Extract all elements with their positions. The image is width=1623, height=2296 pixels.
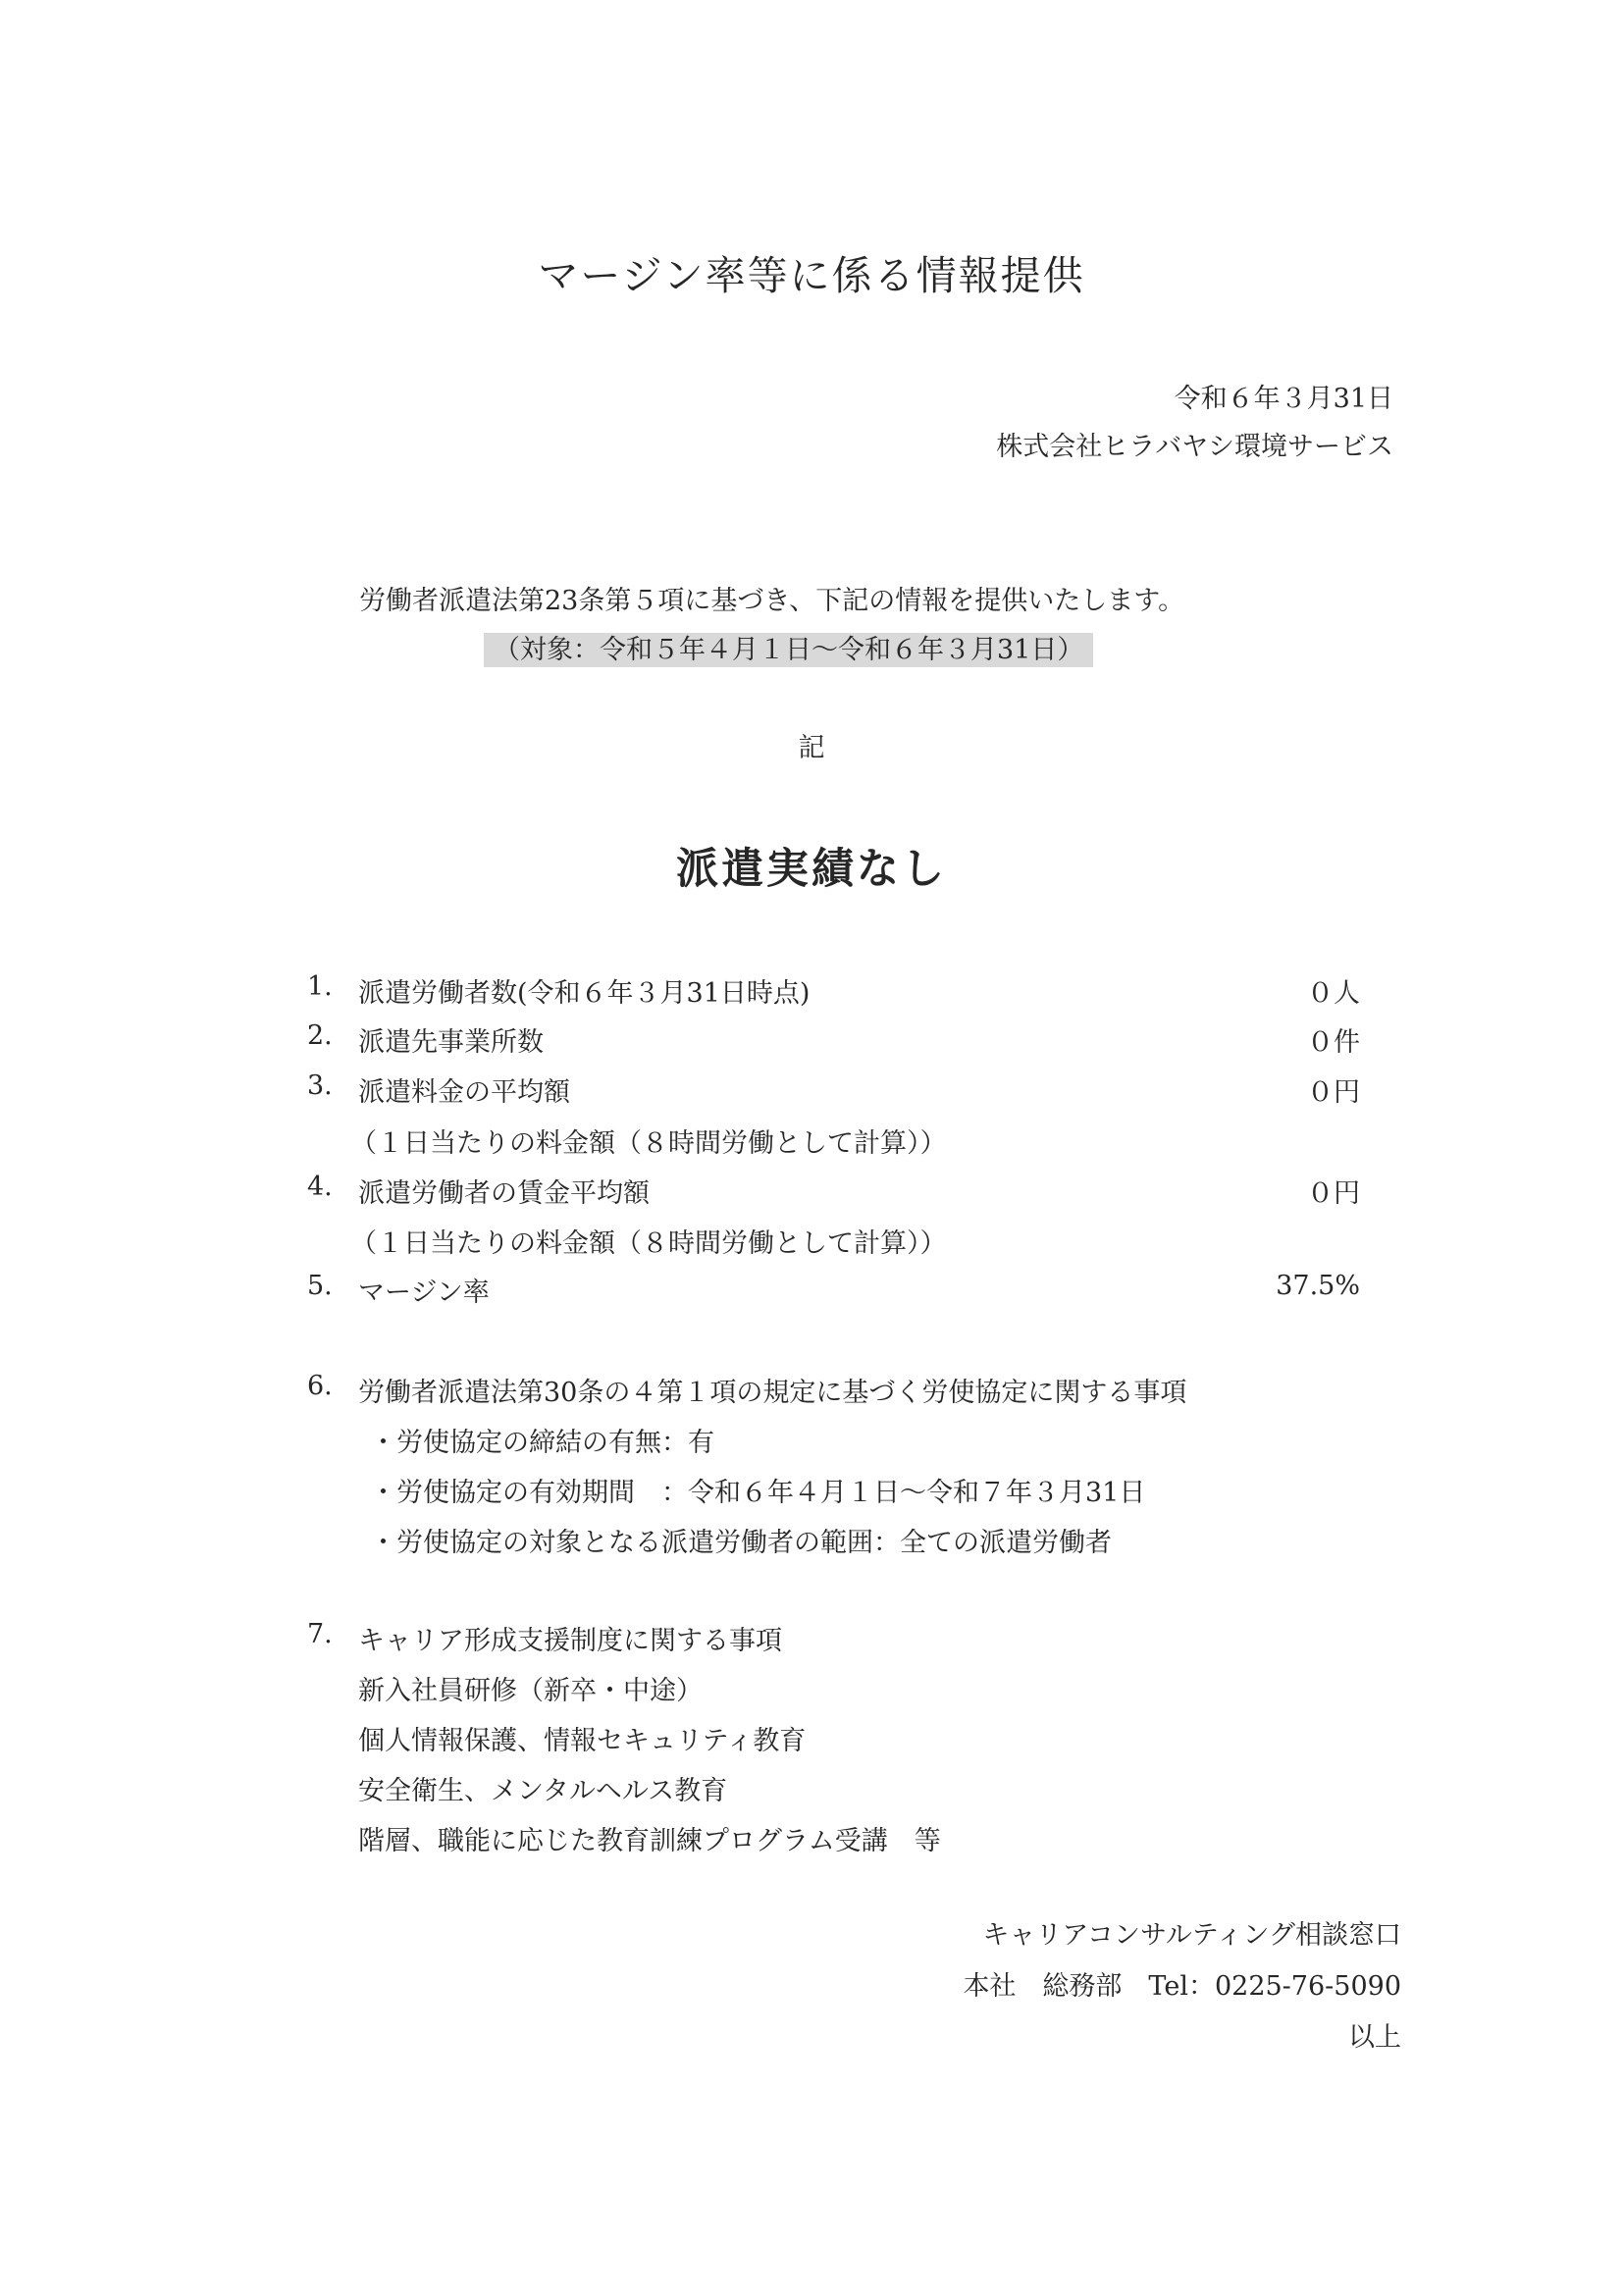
document-title: マージン率等に係る情報提供 xyxy=(538,252,1085,299)
item-subnote: （１日当たりの料金額（８時間労働として計算）） xyxy=(350,1228,947,1259)
item-number: 5. xyxy=(307,1271,333,1301)
item-number: 2. xyxy=(307,1020,333,1051)
ki-mark: 記 xyxy=(798,733,825,763)
item-subnote: （１日当たりの料金額（８時間労働として計算）） xyxy=(350,1128,947,1159)
intro-text: 労働者派遣法第23条第５項に基づき、下記の情報を提供いたします。 xyxy=(359,586,1185,616)
item-label: 派遣料金の平均額 xyxy=(358,1077,570,1108)
item-label: 派遣労働者の賃金平均額 xyxy=(358,1178,650,1209)
contact-dept: 本社 総務部 Tel：0225-76-5090 xyxy=(963,1971,1401,2002)
item-value: ０件 xyxy=(1307,1027,1360,1058)
item-label: 派遣労働者数(令和６年３月31日時点) xyxy=(358,978,811,1009)
item-label: 労働者派遣法第30条の４第１項の規定に基づく労使協定に関する事項 xyxy=(358,1378,1187,1408)
bullet-item: ・労使協定の有効期間 ：令和６年４月１日～令和７年３月31日 xyxy=(370,1478,1146,1508)
list-line: 個人情報保護、情報セキュリティ教育 xyxy=(358,1726,807,1756)
list-line: 新入社員研修（新卒・中途） xyxy=(358,1676,703,1706)
headline: 派遣実績なし xyxy=(676,845,947,894)
item-value: ０円 xyxy=(1307,1178,1360,1209)
period-highlight: （対象：令和５年４月１日～令和６年３月31日） xyxy=(484,633,1093,667)
company-name: 株式会社ヒラバヤシ環境サービス xyxy=(996,432,1393,462)
list-line: 階層、職能に応じた教育訓練プログラム受講 等 xyxy=(358,1826,941,1856)
item-number: 7. xyxy=(307,1619,333,1649)
item-label: キャリア形成支援制度に関する事項 xyxy=(358,1626,782,1656)
item-number: 4. xyxy=(307,1172,333,1202)
item-number: 6. xyxy=(307,1371,333,1401)
item-label: マージン率 xyxy=(358,1278,490,1308)
item-value: ０人 xyxy=(1307,978,1360,1009)
item-number: 3. xyxy=(307,1070,333,1101)
contact-name: キャリアコンサルティング相談窓口 xyxy=(982,1920,1401,1951)
item-value: ０円 xyxy=(1307,1077,1360,1108)
list-line: 安全衛生、メンタルヘルス教育 xyxy=(358,1776,728,1806)
item-label: 派遣先事業所数 xyxy=(358,1027,544,1058)
issue-date: 令和６年３月31日 xyxy=(1174,384,1393,414)
end-mark: 以上 xyxy=(1348,2022,1401,2053)
item-number: 1. xyxy=(307,971,333,1002)
bullet-item: ・労使協定の締結の有無：有 xyxy=(370,1428,714,1458)
item-value: 37.5% xyxy=(1276,1271,1360,1301)
period-text xyxy=(484,628,1093,666)
bullet-item: ・労使協定の対象となる派遣労働者の範囲：全ての派遣労働者 xyxy=(370,1528,1112,1558)
